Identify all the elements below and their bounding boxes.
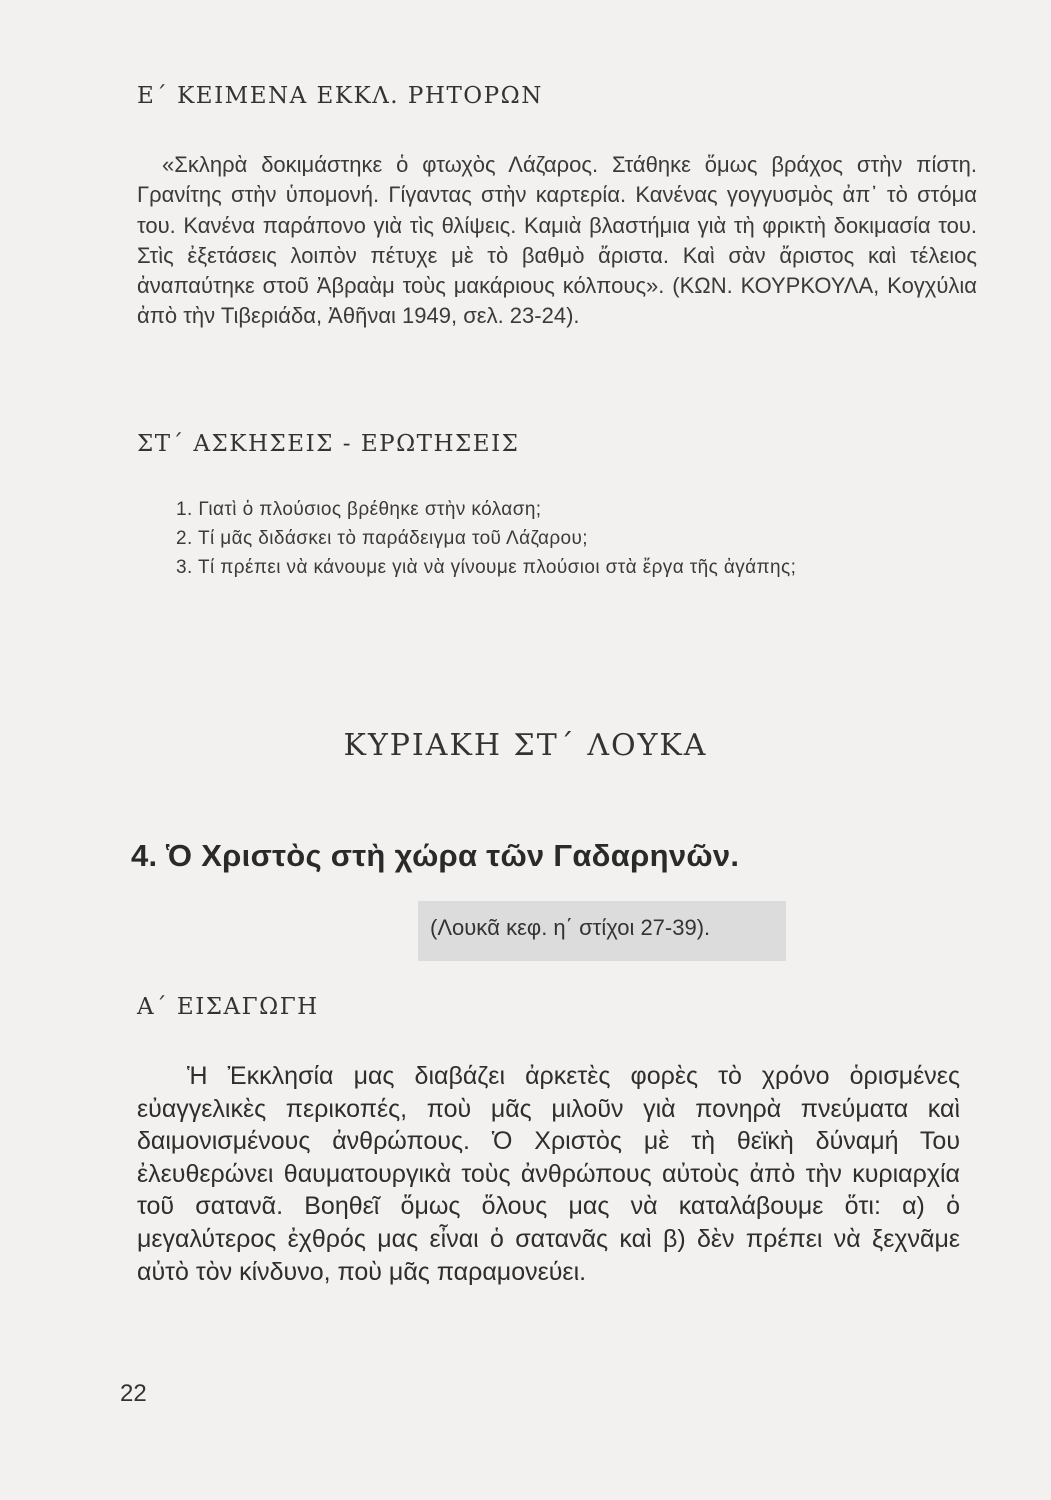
intro-paragraph (137, 1060, 960, 1288)
lesson-title: 4. Ὁ Χριστὸς στὴ χώρα τῶν Γαδαρηνῶν. (131, 838, 740, 873)
question-item: 3. Τί πρέπει νὰ κάνουμε γιὰ νὰ γίνουμε πλούσιοι στὰ ἔργα τῆς ἀγάπης; (176, 557, 797, 578)
question-item: 1. Γιατὶ ὁ πλούσιος βρέθηκε στὴν κόλαση; (176, 499, 542, 520)
sunday-title: ΚΥΡΙΑΚΗ ΣΤ΄ ΛΟΥΚΑ (343, 728, 708, 763)
question-item: 2. Τί μᾶς διδάσκει τὸ παράδειγμα τοῦ Λάζαρου; (176, 528, 588, 549)
quote-text: «Σκληρὰ δοκιμάστηκε ὁ φτωχὸς Λάζαρος. Στάθηκε ὅμως βράχος στὴν πίστη. Γρανίτης στὴν ὑπομονή. Γίγαντας στὴν καρτερία. Κανένας γογγυσμὸς ἀπ᾿ τὸ στόμα του. Κανένα παράπονο γιὰ τὶς θλίψεις. Καμιὰ βλαστήμια γιὰ τὴ φρικτὴ δοκιμασία του. Στὶς ἐξετάσεις λοιπὸν πέτυχε μὲ τὸ βαθμὸ ἄριστα. Καὶ σὰν ἄριστος καὶ τέλειος ἀναπαύτηκε στοῦ Ἀβραὰμ τοὺς μακάριους κόλπους». (ΚΩΝ. ΚΟΥΡΚΟΥΛΑ, Κογχύλια ἀπὸ τὴν Τιβεριάδα, Ἀθῆναι 1949, σελ. 23-24). (137, 152, 977, 329)
section-st-heading: ΣΤ΄ ΑΣΚΗΣΕΙΣ - ΕΡΩΤΗΣΕΙΣ (137, 431, 520, 457)
page-number: 22 (120, 1380, 147, 1407)
section-a-heading: Α΄ ΕΙΣΑΓΩΓΗ (137, 994, 319, 1020)
scripture-reference: (Λουκᾶ κεφ. η΄ στίχοι 27-39). (430, 915, 711, 940)
section-e-heading: Ε΄ ΚΕΙΜΕΝΑ ΕΚΚΛ. ΡΗΤΟΡΩΝ (137, 83, 543, 109)
intro-text: Ἡ Ἐκκλησία μας διαβάζει ἀρκετὲς φορὲς τὸ χρόνο ὁρισμένες εὐαγγελικὲς περικοπές, ποὺ μᾶς μιλοῦν γιὰ πονηρὰ πνεύματα καὶ δαιμονισμένους ἀνθρώπους. Ὁ Χριστὸς μὲ τὴ θεϊκὴ δύναμή Του ἐλευθερώνει θαυματουργικὰ τοὺς ἀνθρώπους αὐτοὺς ἀπὸ τὴν κυριαρχία τοῦ σατανᾶ. Βοηθεῖ ὅμως ὅλους μας νὰ καταλάβουμε ὅτι: α) ὁ μεγαλύτερος ἐχθρός μας εἶναι ὁ σατανᾶς καὶ β) δὲν πρέπει νὰ ξεχνᾶμε αὐτὸ τὸν κίνδυνο, ποὺ μᾶς παραμονεύει. (137, 1062, 960, 1286)
questions-list (176, 495, 796, 582)
quote-paragraph (137, 150, 977, 332)
